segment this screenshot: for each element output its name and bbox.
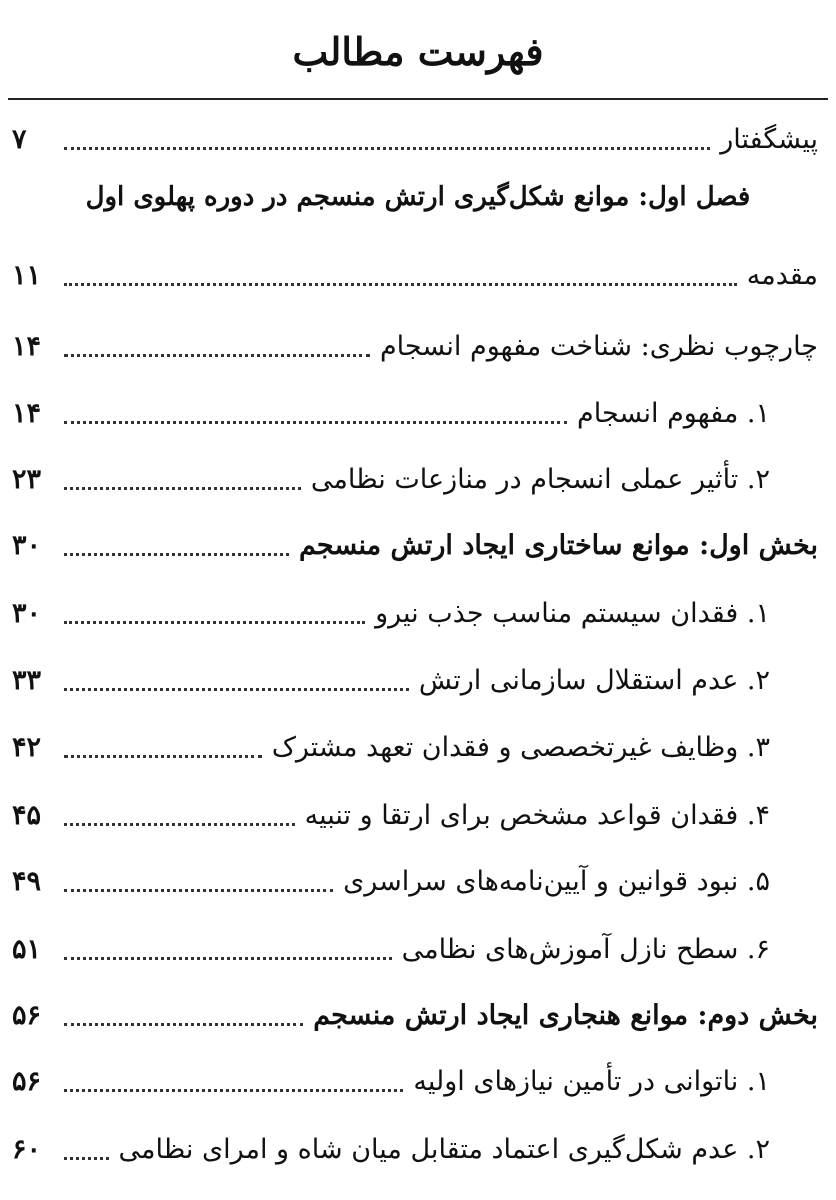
toc-page-number: ۲۳ [12, 464, 42, 495]
dot-leader [64, 823, 295, 826]
toc-entry-title: مقدمه [746, 260, 818, 291]
toc-entry-cohesion-impact[interactable] [12, 444, 818, 500]
toc-entry-promotion-rules[interactable] [12, 780, 818, 836]
toc-entry-title: ۱. مفهوم انسجام [577, 398, 770, 429]
toc-entry-regulations[interactable] [12, 846, 818, 902]
dot-leader [64, 354, 370, 357]
toc-page-number: ۴۹ [12, 866, 42, 897]
toc-entry-title: ۱. ناتوانی در تأمین نیازهای اولیه [413, 1066, 770, 1097]
toc-entry-title: ۶. سطح نازل آموزش‌های نظامی [401, 934, 770, 965]
toc-entry-basic-needs[interactable] [12, 1046, 818, 1102]
toc-page-number: ۱۴ [12, 331, 42, 362]
toc-page-number: ۵۶ [12, 1000, 42, 1031]
toc-page-number: ۳۰ [12, 530, 42, 561]
toc-entry-section-two[interactable] [12, 980, 818, 1036]
toc-page-number: ۶۰ [12, 1134, 42, 1165]
toc-entry-title: ۳. وظایف غیرتخصصی و فقدان تعهد مشترک [271, 732, 770, 763]
toc-entry-duties[interactable] [12, 712, 818, 768]
toc-page-number: ۱۴ [12, 398, 42, 429]
dot-leader [64, 755, 262, 758]
toc-entry-training[interactable] [12, 914, 818, 970]
dot-leader [64, 1157, 109, 1160]
toc-entry-title: چارچوب نظری: شناخت مفهوم انسجام [379, 331, 818, 362]
toc-entry-section-one[interactable] [12, 510, 818, 566]
toc-page-number: ۱۱ [12, 260, 42, 291]
toc-entry-recruitment[interactable] [12, 578, 818, 634]
toc-page-number: ۴۵ [12, 800, 42, 831]
toc-entry-title: ۲. تأثیر عملی انسجام در منازعات نظامی [310, 464, 770, 495]
page-title: فهرست مطالب [292, 29, 544, 74]
toc-entry-foreword[interactable] [12, 104, 818, 160]
dot-leader [64, 889, 333, 892]
toc-page-number: ۵۶ [12, 1066, 42, 1097]
dot-leader [64, 487, 301, 490]
toc-entry-title: بخش اول: موانع ساختاری ایجاد ارتش منسجم [298, 530, 818, 561]
toc-page-number: ۳۰ [12, 598, 42, 629]
toc-entry-independence[interactable] [12, 645, 818, 701]
dot-leader [64, 688, 409, 691]
toc-entry-theoretical-framework[interactable] [12, 311, 818, 367]
dot-leader [64, 1089, 403, 1092]
toc-entry-mutual-trust[interactable] [12, 1114, 818, 1170]
toc-page-number: ۷ [12, 124, 27, 155]
dot-leader [64, 553, 289, 556]
toc-entry-title: بخش دوم: موانع هنجاری ایجاد ارتش منسجم [313, 1000, 818, 1031]
chapter-heading: فصل اول: موانع شکل‌گیری ارتش منسجم در دوره پهلوی اول [85, 182, 751, 212]
dot-leader [64, 621, 365, 624]
dot-leader [64, 957, 392, 960]
toc-entry-title: ۲. عدم استقلال سازمانی ارتش [418, 665, 770, 696]
toc-page-number: ۴۲ [12, 732, 42, 763]
dot-leader [64, 147, 710, 150]
dot-leader [64, 1023, 303, 1026]
toc-entry-title: ۴. فقدان قواعد مشخص برای ارتقا و تنبیه [304, 800, 770, 831]
toc-entry-cohesion-concept[interactable] [12, 378, 818, 434]
toc-entry-title: ۲. عدم شکل‌گیری اعتماد متقابل میان شاه و امرای نظامی [118, 1134, 770, 1165]
toc-page-number: ۵۱ [12, 934, 42, 965]
title-divider [8, 98, 828, 100]
toc-entry-title: ۵. نبود قوانین و آیین‌نامه‌های سراسری [343, 866, 770, 897]
toc-entry-title: ۱. فقدان سیستم مناسب جذب نیرو [375, 598, 770, 629]
toc-entry-introduction[interactable] [12, 240, 818, 296]
toc-entry-title: پیشگفتار [720, 124, 818, 155]
toc-page-number: ۳۳ [12, 665, 42, 696]
dot-leader [64, 421, 567, 424]
dot-leader [64, 283, 737, 286]
